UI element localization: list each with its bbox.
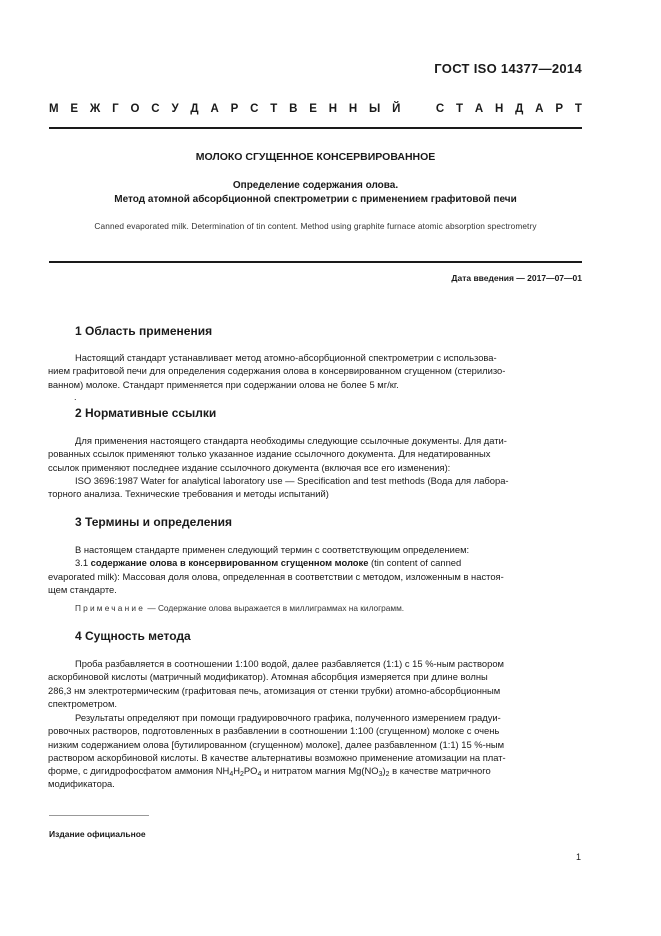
section-2-text [48, 434, 582, 500]
note [75, 603, 582, 613]
formula-text: в качестве матричного [389, 765, 491, 777]
interstate-letter: Н [348, 103, 358, 115]
document-subtitle-1: Определение содержания олова. [232, 180, 399, 191]
section-1-line: ванном) молоке. Стандарт применяется при содержании олова не более 5 мг/кг. [48, 378, 399, 390]
subscript: 2 [385, 771, 390, 779]
title-rule [49, 261, 582, 263]
document-subtitle-2: Метод атомной абсорбционной спектрометрии с применением графитовой печи [114, 194, 517, 205]
interstate-letter: У [171, 103, 179, 115]
formula-text: PO [243, 765, 258, 777]
interstate-letter: Р [555, 103, 563, 115]
section-2-line: ссылок применяют последнее издание ссылочного документа (включая все его изменения): [48, 461, 451, 473]
term-number: 3.1 [75, 557, 91, 569]
interstate-letter: Т [456, 103, 464, 115]
page-number: 1 [575, 852, 581, 862]
section-4-line: раствором аскорбиновой кислоты. В качестве альтернативы возможно применение атомизации на плат- [48, 751, 506, 763]
section-3-line: В настоящем стандарте применен следующий термин с соответствующим определением: [75, 544, 470, 555]
formula-text: форме, с дигидрофосфатом аммония NH [48, 765, 230, 777]
introduction-date: Дата введения — 2017—07—01 [451, 273, 582, 283]
subscript: 4 [257, 771, 262, 779]
section-1-text [48, 351, 582, 391]
subscript: 2 [240, 771, 244, 779]
section-4-line: спектрометром. [48, 697, 118, 709]
note-label: Примечание [75, 603, 146, 613]
interstate-letter: Ы [369, 103, 381, 115]
subscript: 3 [378, 771, 383, 779]
formula-text: и нитратом магния Mg(NO [261, 765, 379, 777]
formula-text: ) [382, 765, 386, 777]
section-3-line: щем стандарте. [48, 583, 117, 595]
interstate-letter: Т [270, 103, 278, 115]
standard-code: ГОСТ ISO 14377—2014 [434, 61, 582, 76]
section-2-heading: 2 Нормативные ссылки [75, 406, 217, 420]
interstate-letter: С [435, 103, 445, 115]
interstate-letter: А [210, 103, 219, 115]
subscript: 4 [229, 771, 234, 779]
term-name: содержание олова в консервированном сгущенном молоке [90, 557, 369, 569]
interstate-letter: А [535, 103, 544, 115]
term-definition-line [75, 556, 582, 569]
section-4-paragraph-2 [48, 711, 582, 791]
interstate-letter: Д [190, 103, 199, 115]
interstate-letter: В [289, 103, 298, 115]
official-edition-label: Издание официальное [49, 829, 146, 839]
section-2-line: торного анализа. Технические требования и методы испытаний) [48, 488, 329, 500]
section-4-line: Результаты определяют при помощи градуировочного графика, полученного измерением градуи- [75, 712, 501, 723]
footer-rule [49, 815, 149, 816]
section-1-heading: 1 Область применения [75, 324, 213, 338]
interstate-letter: Н [328, 103, 338, 115]
note-text: — Содержание олова выражается в миллиграммах на килограмм. [145, 603, 405, 613]
document-title: МОЛОКО СГУЩЕННОЕ КОНСЕРВИРОВАННОЕ [195, 151, 436, 163]
english-title: Canned evaporated milk. Determination of tin content. Method using graphite furnace atomic absorption spectrometry [94, 221, 537, 231]
interstate-letter: С [250, 103, 259, 115]
section-2-line: Для применения настоящего стандарта необходимы следующие ссылочные документы. Для дати- [75, 435, 507, 446]
header-rule [49, 127, 582, 129]
section-3-line: evaporated milk): Массовая доля олова, определенная в соответствии с методом, изложенным в настоя- [48, 570, 504, 582]
section-4-line: ровочных растворов, подготовленных в разбавлении в соотношении 1:100 (сгущенном) молоке с очень [48, 725, 500, 737]
interstate-letter: Н [495, 103, 504, 115]
interstate-letter: Е [70, 103, 79, 115]
interstate-letter: Е [309, 103, 317, 115]
interstate-letter: Г [112, 103, 119, 115]
interstate-letter: Й [392, 103, 401, 115]
interstate-letter: Д [515, 103, 524, 115]
interstate-letter: Ж [89, 103, 101, 115]
section-1-line: нием графитовой печи для определения содержания олова в консервированном сгущенном (стерилизо- [48, 365, 506, 377]
interstate-standard-label [49, 103, 582, 115]
section-4-line: аскорбиновой кислоты (матричный модификатор). Атомная абсорбция измеряется при длине волны [48, 671, 488, 683]
interstate-letter: А [474, 103, 484, 115]
stray-dot: . [74, 392, 77, 402]
section-2-line: ISO 3696:1987 Water for analytical laboratory use — Specification and test methods (Вода для лабора- [75, 474, 509, 486]
interstate-letter: М [49, 103, 59, 115]
interstate-letter: Р [230, 103, 239, 115]
section-1-line: Настоящий стандарт устанавливает метод атомно-абсорбционной спектрометрии с использова- [75, 352, 497, 363]
interstate-letter: Т [574, 103, 582, 115]
section-4-heading: 4 Сущность метода [75, 629, 191, 643]
section-4-line: модификатора. [48, 778, 115, 790]
section-4-line: низким содержанием олова [бутилированном (сгущенном) молоке], далее разбавленном (1:1) 15 %-ным [48, 738, 505, 750]
section-4-line: 286,3 нм электротермическим (графитовая печь, атомизация от стенки трубки) атомно-абсорбционным [48, 684, 501, 696]
section-4-paragraph-1 [48, 657, 582, 710]
interstate-letter: О [130, 103, 140, 115]
section-2-line: рованных ссылок применяют только указанное издание ссылочного документа. Для недатированных [48, 448, 491, 460]
term-english-start: (tin content of canned [368, 557, 462, 569]
interstate-letter: С [151, 103, 160, 115]
formula-line [48, 764, 582, 777]
section-3-heading: 3 Термины и определения [75, 515, 233, 529]
section-3-text [48, 543, 582, 596]
formula-text: H [233, 765, 240, 777]
section-4-line: Проба разбавляется в соотношении 1:100 водой, далее разбавляется (1:1) с 15 %-ным раствором [75, 658, 504, 669]
